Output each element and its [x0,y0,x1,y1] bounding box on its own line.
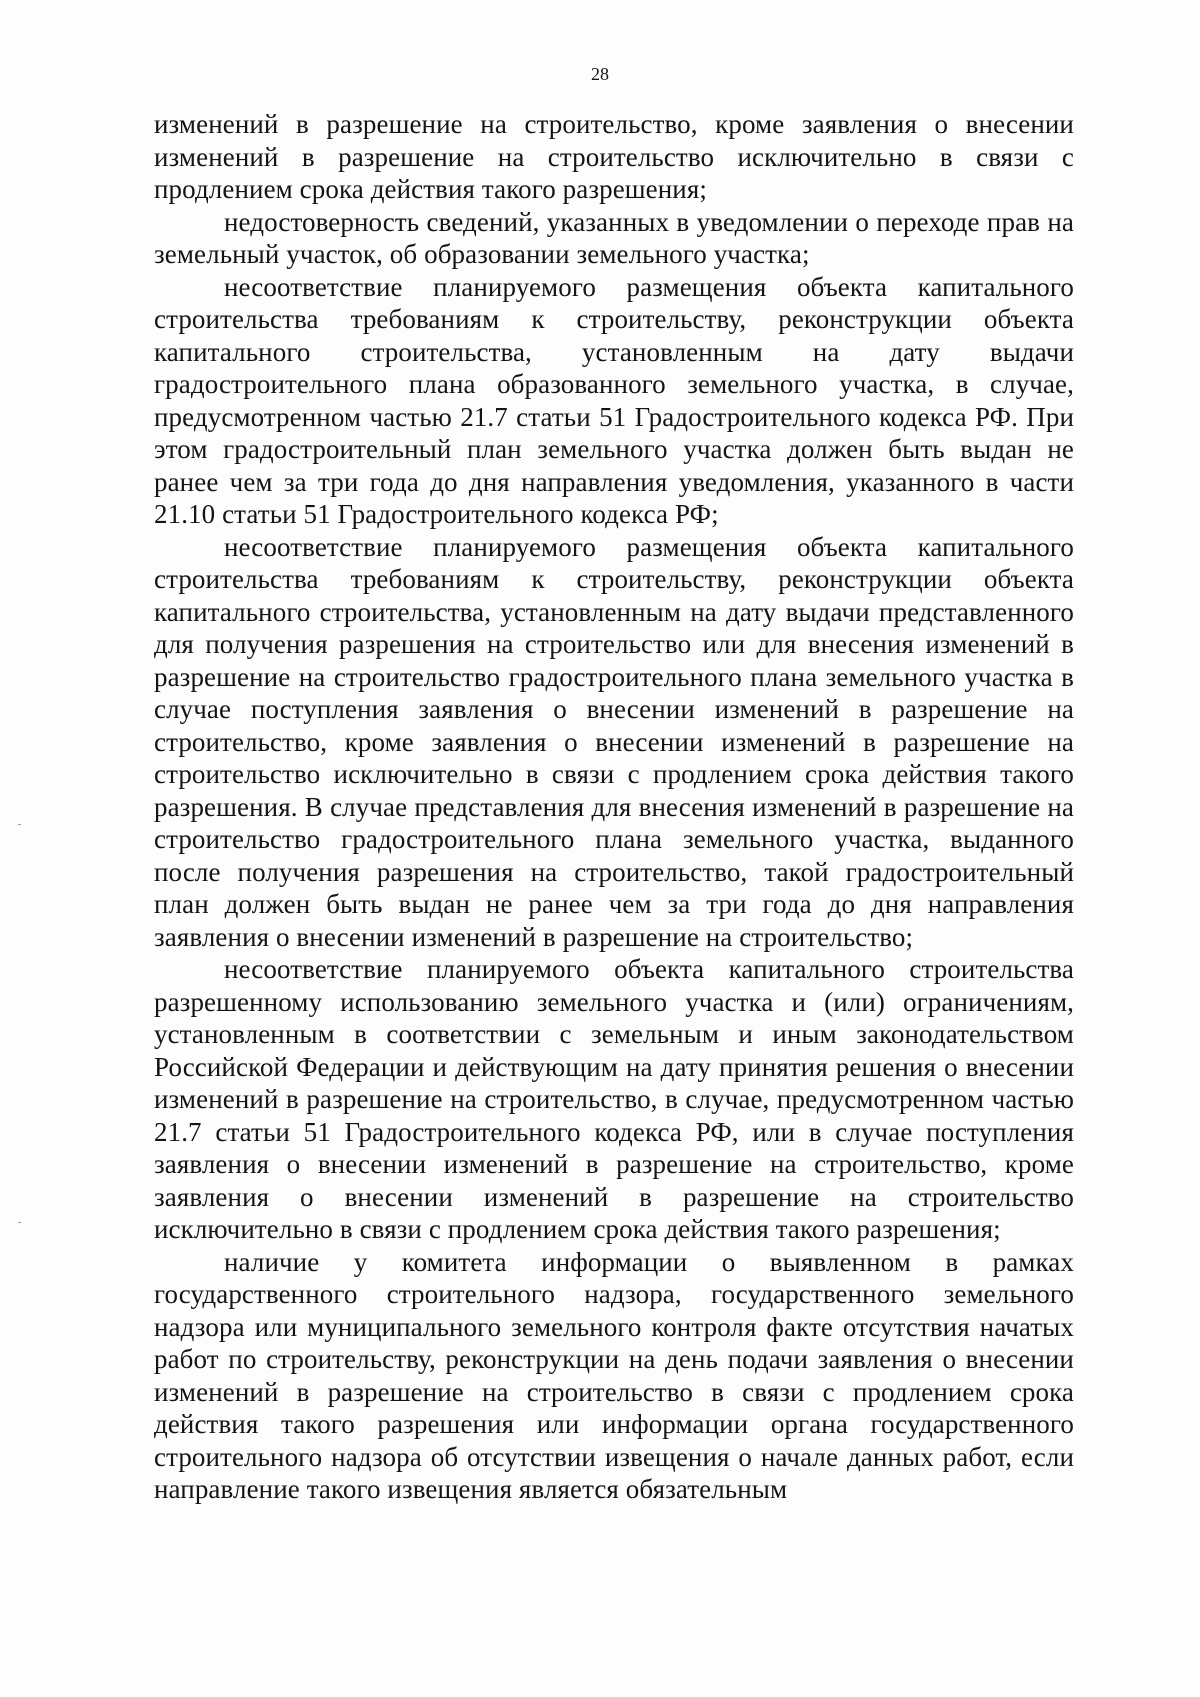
page-number: 28 [591,64,609,84]
paragraph-continued: изменений в разрешение на строительство, кроме заявления о внесении изменений в разрешение на строительство исключительно в связи с продлением срока действия такого разрешения; [154,109,1074,204]
scan-mark [18,824,21,825]
paragraph: несоответствие планируемого объекта капитального строительства разрешенному использованию земельного участка и (или) ограничениям, установленным в соответствии с земельным и иным законодательством Российской Федерации и действующим на дату принятия решения о внесении изменений в разрешение на строительство, в случае, предусмотренном частью 21.7 статьи 51 Градостроительного кодекса РФ, или в случае поступления заявления о внесении изменений в разрешение на строительство, кроме заявления о внесении изменений в разрешение на строительство исключительно в связи с продлением срока действия такого разрешения; [154,954,1074,1244]
paragraph: недостоверность сведений, указанных в уведомлении о переходе прав на земельный участок, об образовании земельного участка; [154,206,1074,269]
scan-mark [18,1222,21,1223]
paragraph: несоответствие планируемого размещения объекта капитального строительства требованиям к строительству, реконструкции объекта капитального строительства, установленным на дату выдачи градостроительного плана образованного земельного участка, в случае, предусмотренном частью 21.7 статьи 51 Градостроительного кодекса РФ. При этом градостроительный план земельного участка должен быть выдан не ранее чем за три года до дня направления уведомления, указанного в части 21.10 статьи 51 Градостроительного кодекса РФ; [154,271,1074,529]
document-body [154,108,1074,1506]
paragraph: наличие у комитета информации о выявленном в рамках государственного строительного надзора, государственного земельного надзора или муниципального земельного контроля факте отсутствия начатых работ по строительству, реконструкции на день подачи заявления о внесении изменений в разрешение на строительство в связи с продлением срока действия такого разрешения или информации органа государственного строительного надзора об отсутствии извещения о начале данных работ, если направление такого извещения является обязательным [154,1246,1074,1504]
paragraph: несоответствие планируемого размещения объекта капитального строительства требованиям к строительству, реконструкции объекта капитального строительства, установленным на дату выдачи представленного для получения разрешения на строительство или для внесения изменений в разрешение на строительство градостроительного плана земельного участка в случае поступления заявления о внесении изменений в разрешение на строительство, кроме заявления о внесении изменений в разрешение на строительство исключительно в связи с продлением срока действия такого разрешения. В случае представления для внесения изменений в разрешение на строительство градостроительного плана земельного участка, выданного после получения разрешения на строительство, такой градостроительный план должен быть выдан не ранее чем за три года до дня направления заявления о внесении изменений в разрешение на строительство; [154,531,1074,952]
